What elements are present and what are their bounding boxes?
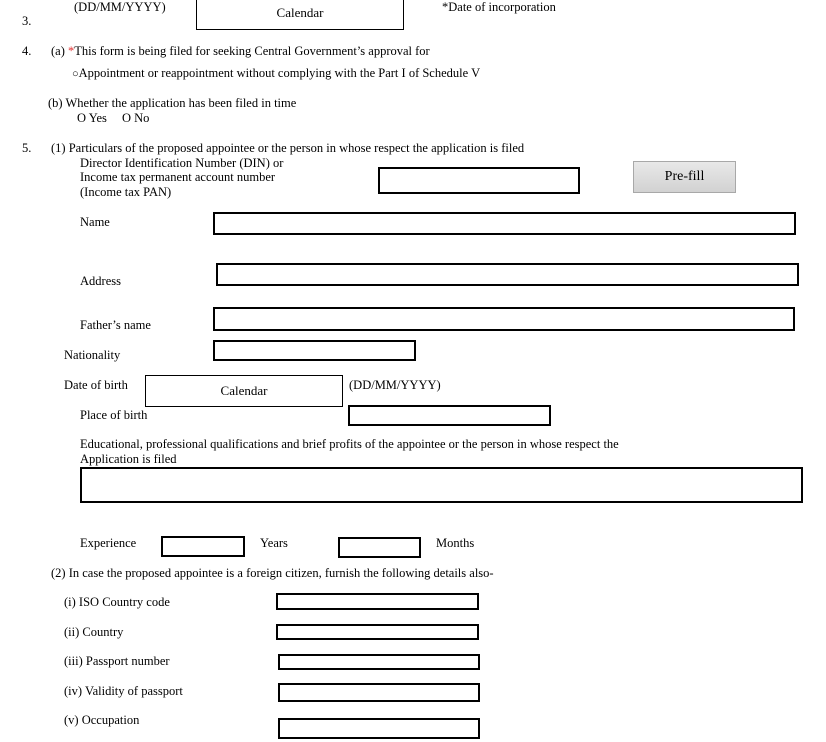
passport-number-label: (iii) Passport number bbox=[64, 654, 170, 668]
approval-question-text: This form is being filed for seeking Central Government’s approval for bbox=[74, 44, 430, 58]
place-of-birth-label: Place of birth bbox=[80, 408, 148, 422]
date-of-birth-calendar-field[interactable] bbox=[145, 375, 343, 407]
passport-number-input[interactable] bbox=[278, 654, 480, 670]
appointment-option-label: Appointment or reappointment without complying with the Part I of Schedule V bbox=[78, 66, 481, 80]
dob-format-hint: (DD/MM/YYYY) bbox=[349, 378, 441, 392]
iso-country-code-input[interactable] bbox=[276, 593, 479, 610]
fathers-name-label: Father’s name bbox=[80, 318, 151, 332]
item-number-3: 3. bbox=[22, 14, 32, 28]
calendar-label: Calendar bbox=[220, 383, 268, 398]
place-of-birth-input[interactable] bbox=[348, 405, 551, 426]
years-label: Years bbox=[260, 536, 288, 550]
yes-label: Yes bbox=[88, 111, 107, 125]
country-label: (ii) Country bbox=[64, 625, 124, 639]
filed-in-time-question: (b) Whether the application has been filed in time bbox=[48, 96, 297, 110]
qualifications-label-line2: Application is filed bbox=[80, 452, 177, 466]
filed-in-time-no-radio[interactable] bbox=[122, 111, 149, 125]
din-pan-input[interactable] bbox=[378, 167, 580, 194]
item-number-5: 5. bbox=[22, 141, 32, 155]
din-label-line2: Income tax permanent account number bbox=[80, 170, 276, 184]
required-asterisk: * bbox=[68, 44, 75, 58]
calendar-label: Calendar bbox=[276, 5, 324, 20]
appointment-option[interactable] bbox=[72, 66, 480, 81]
nationality-input[interactable] bbox=[213, 340, 416, 361]
experience-months-input[interactable] bbox=[338, 537, 421, 558]
name-input[interactable] bbox=[213, 212, 796, 235]
qualifications-label-line1: Educational, professional qualifications and brief profits of the appointee or the person in whose respect the bbox=[80, 437, 619, 451]
incorporation-calendar-field[interactable] bbox=[196, 0, 404, 30]
din-label-line3: (Income tax PAN) bbox=[80, 185, 172, 199]
name-label: Name bbox=[80, 215, 110, 229]
particulars-heading: (1) Particulars of the proposed appointee or the person in whose respect the application is filed bbox=[51, 141, 525, 155]
iso-country-code-label: (i) ISO Country code bbox=[64, 595, 170, 609]
radio-icon[interactable]: O bbox=[122, 111, 132, 125]
radio-icon[interactable]: ○ bbox=[72, 68, 79, 80]
occupation-input[interactable] bbox=[278, 718, 480, 739]
prefill-button[interactable]: Pre-fill bbox=[633, 161, 736, 193]
part-a-prefix: (a) bbox=[51, 44, 65, 58]
experience-years-input[interactable] bbox=[161, 536, 245, 557]
nationality-label: Nationality bbox=[64, 348, 121, 362]
filed-in-time-yes-radio[interactable] bbox=[77, 111, 107, 125]
address-input[interactable] bbox=[216, 263, 799, 286]
passport-validity-input[interactable] bbox=[278, 683, 480, 702]
country-input[interactable] bbox=[276, 624, 479, 640]
address-label: Address bbox=[80, 274, 121, 288]
months-label: Months bbox=[436, 536, 475, 550]
experience-label: Experience bbox=[80, 536, 137, 550]
date-format-hint: (DD/MM/YYYY) bbox=[74, 0, 166, 14]
din-label-line1: Director Identification Number (DIN) or bbox=[80, 156, 284, 170]
radio-icon[interactable]: O bbox=[77, 111, 87, 125]
occupation-label: (v) Occupation bbox=[64, 713, 140, 727]
no-label: No bbox=[134, 111, 150, 125]
approval-question bbox=[51, 44, 430, 58]
fathers-name-input[interactable] bbox=[213, 307, 795, 331]
date-of-incorporation-label: *Date of incorporation bbox=[442, 0, 556, 14]
qualifications-input[interactable] bbox=[80, 467, 803, 503]
passport-validity-label: (iv) Validity of passport bbox=[64, 684, 183, 698]
item-number-4: 4. bbox=[22, 44, 32, 58]
foreign-citizen-heading: (2) In case the proposed appointee is a foreign citizen, furnish the following details also- bbox=[51, 566, 494, 580]
date-of-birth-label: Date of birth bbox=[64, 378, 128, 392]
